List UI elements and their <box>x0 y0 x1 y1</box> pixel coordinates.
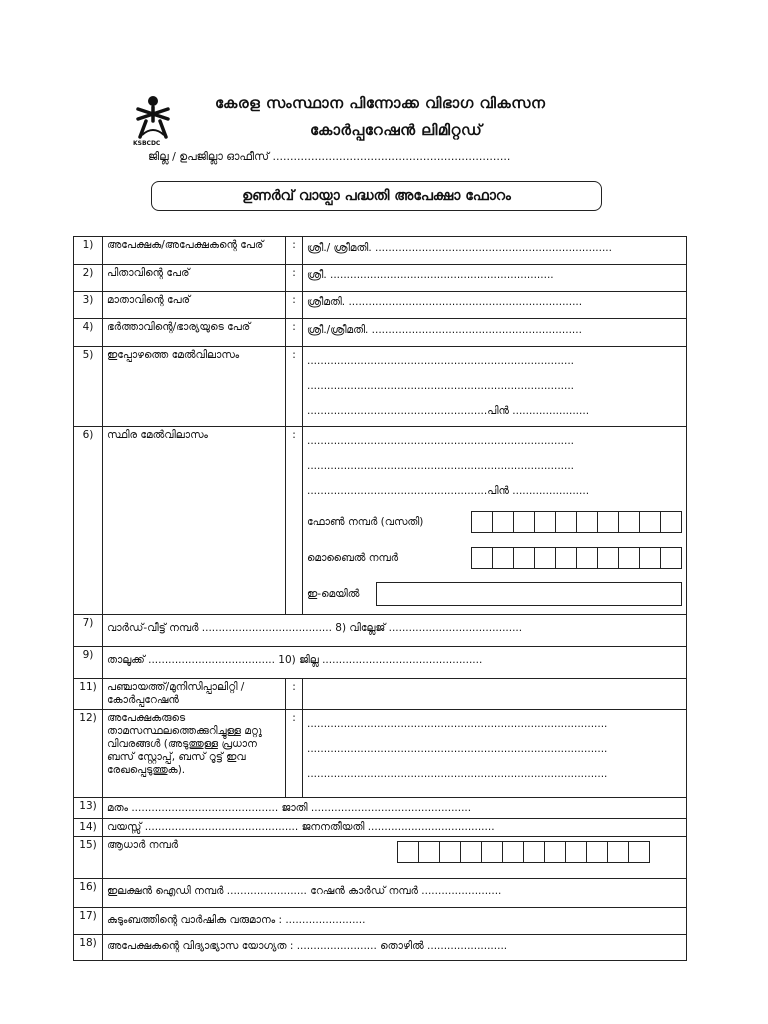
row-number: 7) <box>74 615 103 647</box>
row-number: 5) <box>74 347 103 427</box>
address-line-1: ................................................................................ <box>307 355 575 367</box>
taluk-district-text: താലൂക്ക് ...................................... 10) ജില്ല ................................................ <box>107 654 483 666</box>
perm-address-line-pin: ......................................................പിൻ ....................... <box>307 485 590 497</box>
row-number: 12) <box>74 710 103 798</box>
age-dob-text: വയസ്സ് .............................................. ജനനതീയതി ...................................... <box>107 821 495 833</box>
row-taluk-district <box>74 647 687 679</box>
row-election-ration <box>74 879 687 908</box>
row-present-address <box>74 347 687 427</box>
row-religion-caste <box>74 798 687 819</box>
father-name-label: പിതാവിന്റെ പേര് <box>103 265 286 292</box>
row-number: 18) <box>74 935 103 961</box>
religion-caste-text: മതം ............................................ ജാതി ................................................ <box>107 802 472 814</box>
annual-income-text: കുടുംബത്തിന്റെ വാർഷിക വരുമാനം : ........................ <box>107 914 366 926</box>
colon: : <box>286 292 303 319</box>
row-number: 17) <box>74 908 103 935</box>
row-panchayat <box>74 679 687 710</box>
perm-address-line-1: ................................................................................ <box>307 435 575 447</box>
election-ration-field[interactable] <box>103 879 687 908</box>
row-education-job <box>74 935 687 961</box>
form-title <box>151 181 602 211</box>
colon: : <box>286 347 303 427</box>
row-number: 1) <box>74 237 103 265</box>
colon: : <box>286 710 303 798</box>
residence-line-3: .......................................................................................... <box>307 768 608 780</box>
address-line-2: ................................................................................ <box>307 380 575 392</box>
mobile-label: മൊബൈൽ നമ്പർ <box>307 551 399 564</box>
aadhaar-label: ആധാർ നമ്പർ <box>107 839 179 851</box>
logo-text: KSBCDC <box>133 140 161 147</box>
mother-name-field[interactable] <box>303 292 687 319</box>
father-name-field[interactable] <box>303 265 687 292</box>
row-number: 9) <box>74 647 103 679</box>
row-age-dob <box>74 819 687 837</box>
colon: : <box>286 265 303 292</box>
email-row <box>307 576 682 612</box>
row-father-name <box>74 265 687 292</box>
ward-village-text: വാർഡ്-വീട്ട് നമ്പർ ....................................... 8) വില്ലേജ് ........................................ <box>107 622 523 634</box>
residence-line-1: .......................................................................................... <box>307 718 608 730</box>
row-number: 3) <box>74 292 103 319</box>
election-ration-text: ഇലക്ഷൻ ഐഡി നമ്പർ ........................ റേഷൻ കാർഡ് നമ്പർ ........................ <box>107 885 502 897</box>
applicant-name-value: ശ്രീ./ ശ്രീമതി. ....................................................................... <box>307 242 612 254</box>
panchayat-label: പഞ്ചായത്ത്/മുനിസിപ്പാലിറ്റി / കോർപ്പറേഷൻ <box>103 679 286 710</box>
row-number: 4) <box>74 319 103 347</box>
row-number: 2) <box>74 265 103 292</box>
email-label: ഇ-മെയിൽ <box>307 587 360 600</box>
applicant-name-label: അപേക്ഷക/അപേക്ഷകന്റെ പേര് <box>107 239 264 251</box>
row-number: 14) <box>74 819 103 837</box>
row-number: 6) <box>74 427 103 615</box>
mobile-digit-boxes[interactable] <box>471 547 682 569</box>
age-dob-field[interactable] <box>103 819 687 837</box>
field-label <box>103 237 286 265</box>
residence-details-field[interactable] <box>303 710 687 798</box>
panchayat-field[interactable] <box>303 679 687 710</box>
form-title-text: ഉണർവ് വായ്പാ പദ്ധതി അപേക്ഷാ ഫോറം <box>242 188 511 204</box>
present-address-label: ഇപ്പോഴത്തെ മേൽവിലാസം <box>103 347 286 427</box>
spouse-name-field[interactable] <box>303 319 687 347</box>
phone-label: ഫോൺ നമ്പർ (വസതി) <box>307 515 424 528</box>
row-mother-name <box>74 292 687 319</box>
row-permanent-address <box>74 427 687 615</box>
education-job-field[interactable] <box>103 935 687 961</box>
spouse-name-label: ഭർത്താവിന്റെ/ഭാര്യയുടെ പേര് <box>103 319 286 347</box>
colon: : <box>286 679 303 710</box>
row-number: 13) <box>74 798 103 819</box>
org-name-line1: കേരള സംസ്ഥാന പിന്നോക്ക വിഭാഗ വികസന <box>215 94 546 112</box>
address-line-pin: ......................................................പിൻ ....................... <box>307 405 590 417</box>
aadhaar-digit-boxes[interactable] <box>397 841 650 863</box>
row-spouse-name <box>74 319 687 347</box>
row-residence-details <box>74 710 687 798</box>
ksbcdc-logo <box>128 95 178 141</box>
org-name-line2: കോർപ്പറേഷൻ ലിമിറ്റഡ് <box>310 121 483 139</box>
mother-name-value: ശ്രീമതി. ...................................................................... <box>307 296 583 308</box>
phone-row <box>307 504 682 540</box>
row-aadhaar <box>74 837 687 879</box>
residence-details-label: അപേക്ഷകരുടെ താമസസ്ഥലത്തെക്കുറിച്ചുള്ള മറ്റു വിവരങ്ങൾ (അടുത്തുള്ള പ്രധാന ബസ് സ്റ്റോപ്പ്, ബസ് റൂട്ട് ഇവ രേഖപ്പെടുത്തുക). <box>103 710 286 798</box>
education-job-text: അപേക്ഷകന്റെ വിദ്യാഭ്യാസ യോഗ്യത : ........................ തൊഴിൽ ........................ <box>107 940 508 952</box>
row-ward-village <box>74 615 687 647</box>
religion-caste-field[interactable] <box>103 798 687 819</box>
row-number: 11) <box>74 679 103 710</box>
application-form-table <box>73 236 687 961</box>
row-number: 15) <box>74 837 103 879</box>
mother-name-label: മാതാവിന്റെ പേര് <box>103 292 286 319</box>
ward-village-field[interactable] <box>103 615 687 647</box>
spouse-name-value: ശ്രീ./ശ്രീമതി. ............................................................... <box>307 324 582 336</box>
colon: : <box>286 427 303 615</box>
residence-line-2: .......................................................................................... <box>307 743 608 755</box>
perm-address-line-2: ................................................................................ <box>307 460 575 472</box>
email-field[interactable] <box>376 582 682 606</box>
applicant-name-field[interactable] <box>303 237 687 265</box>
permanent-address-label: സ്ഥിര മേൽവിലാസം <box>103 427 286 615</box>
present-address-field[interactable] <box>303 347 687 427</box>
aadhaar-field <box>103 837 687 879</box>
row-applicant-name <box>74 237 687 265</box>
mobile-row <box>307 540 682 576</box>
taluk-district-field[interactable] <box>103 647 687 679</box>
colon: : <box>286 319 303 347</box>
permanent-address-field[interactable] <box>303 427 687 615</box>
row-annual-income <box>74 908 687 935</box>
colon: : <box>286 237 303 265</box>
father-name-value: ശ്രീ. ................................................................... <box>307 269 554 281</box>
row-number: 16) <box>74 879 103 908</box>
phone-digit-boxes[interactable] <box>471 511 682 533</box>
office-line: ജില്ല / ഉപജില്ലാ ഓഫീസ് .................................................................... <box>148 150 511 163</box>
annual-income-field[interactable] <box>103 908 687 935</box>
